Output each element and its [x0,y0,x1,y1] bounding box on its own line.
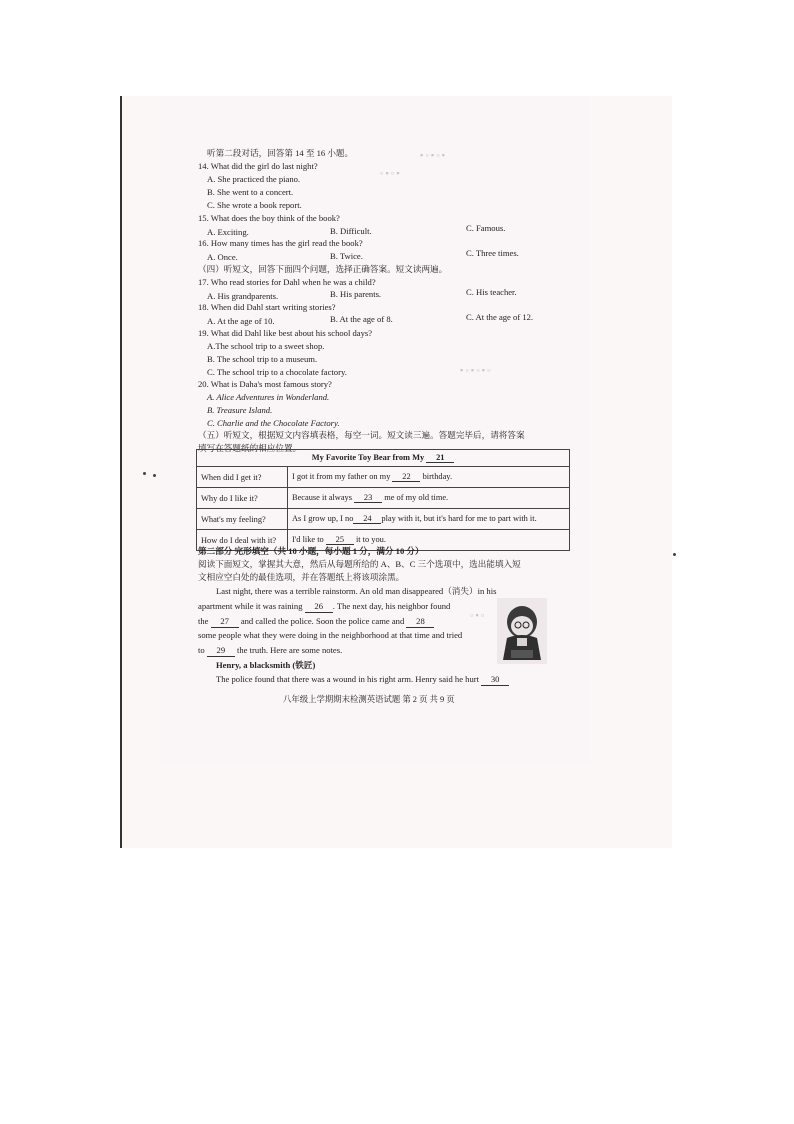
question-19: 19. What did Dahl like best about his school days? [198,328,373,338]
scan-left-edge [120,96,122,848]
option: C. Charlie and the Chocolate Factory. [207,418,340,428]
option: B. At the age of 8. [330,314,393,324]
scan-speck-icon [143,472,146,475]
section-5-instruction-cont: 填写在答题纸的相应位置。 [198,443,302,453]
passage-line: the 27 and called the police. Soon the police came and 28 [198,616,434,628]
table-question: What's my feeling? [197,509,288,530]
part-2-instruction: 阅读下面短文，掌握其大意，然后从每题所给的 A、B、C 三个选项中，选出能填入短 [198,559,521,569]
passage-line: apartment while it was raining 26 . The next day, his neighbor found [198,601,451,611]
question-18: 18. When did Dahl start writing stories? [198,302,336,312]
answer-blank-29[interactable]: 29 [207,645,235,657]
answer-blank-25[interactable]: 25 [326,535,354,545]
question-14: 14. What did the girl do last night? [198,161,318,171]
table-row [197,467,570,488]
option: A. At the age of 10. [207,316,275,326]
part-2-title: 第二部分 完形填空（共 10 小题，每小题 1 分，满分 10 分） [198,546,424,556]
page-footer: 八年级上学期期末检测英语试题 第 2 页 共 9 页 [283,695,455,704]
option: A. Once. [207,252,238,262]
option: A.The school trip to a sweet shop. [207,341,325,351]
answer-blank-28[interactable]: 28 [406,616,434,628]
option: B. She went to a concert. [207,187,294,197]
option: C. At the age of 12. [466,312,534,322]
table-row [197,509,570,530]
option: C. Famous. [466,223,506,233]
scan-speck-icon [153,474,156,477]
option: B. The school trip to a museum. [207,354,318,364]
detective-cartoon-illustration [497,598,547,664]
bleed-through: ▪ ▫ ▪ ▫ ▪ ▫ [460,365,491,375]
answer-blank-27[interactable]: 27 [211,616,239,628]
question-17: 17. Who read stories for Dahl when he was a child? [198,277,376,287]
bleed-through: ▫ ▪ ▫ ▪ [380,168,400,178]
option: C. The school trip to a chocolate factory. [207,367,347,377]
option: C. Three times. [466,248,519,258]
answer-blank-21[interactable]: 21 [426,453,454,463]
table-answer: I got it from my father on my 22 birthday. [288,467,570,488]
part-2-instruction-cont: 文相应空白处的最佳选项，并在答题纸上将该项涂黑。 [198,572,405,582]
option: B. Difficult. [330,226,372,236]
answer-blank-24[interactable]: 24 [353,514,381,524]
table-question: Why do I like it? [197,488,288,509]
option: A. She practiced the piano. [207,174,301,184]
note-subheading: Henry, a blacksmith (铁匠) [216,660,316,670]
option: B. His parents. [330,289,382,299]
listening-header: 听第二段对话，回答第 14 至 16 小题。 [207,148,354,158]
table-answer: As I grow up, I no 24 play with it, but it's hard for me to part with it. [288,509,570,530]
table-answer: I'd like to 25 it to you. [288,530,570,551]
question-20: 20. What is Daha's most famous story? [198,379,332,389]
bleed-through: ▪ ▫ ▪ ▫ ▪ [420,150,445,160]
bleed-through: ▫ ▪ ▫ [470,610,485,620]
answer-blank-30[interactable]: 30 [481,674,509,686]
passage-line: some people what they were doing in the neighborhood at that time and tried [198,630,463,640]
option: A. His grandparents. [207,291,279,301]
option: C. She wrote a book report. [207,200,302,210]
answer-blank-22[interactable]: 22 [392,472,420,482]
option: B. Twice. [330,251,363,261]
passage-line: The police found that there was a wound in his right arm. Henry said he hurt 30 [216,674,509,686]
section-5-instruction: （五）听短文，根据短文内容填表格，每空一词。短文读三遍。答题完毕后，请将答案 [198,430,525,440]
answer-blank-26[interactable]: 26 [305,601,333,613]
section-4-instruction: （四）听短文，回答下面四个问题，选择正确答案。短文读两遍。 [198,264,448,274]
table-answer: Because it always 23 me of my old time. [288,488,570,509]
table-row [197,488,570,509]
option: C. His teacher. [466,287,517,297]
question-16: 16. How many times has the girl read the book? [198,238,363,248]
question-15: 15. What does the boy think of the book? [198,213,340,223]
table-question: When did I get it? [197,467,288,488]
option: A. Exciting. [207,227,249,237]
fill-in-table [196,449,570,551]
option: A. Alice Adventures in Wonderland. [207,392,330,402]
answer-blank-23[interactable]: 23 [354,493,382,503]
scan-speck-icon [673,553,676,556]
passage-line: Last night, there was a terrible rainstorm. An old man disappeared（消失）in his [216,586,497,596]
passage-line: to 29 the truth. Here are some notes. [198,645,343,655]
table-title: My Favorite Toy Bear from My 21 [197,450,570,467]
option: B. Treasure Island. [207,405,273,415]
table-question: How do I deal with it? [197,530,288,551]
